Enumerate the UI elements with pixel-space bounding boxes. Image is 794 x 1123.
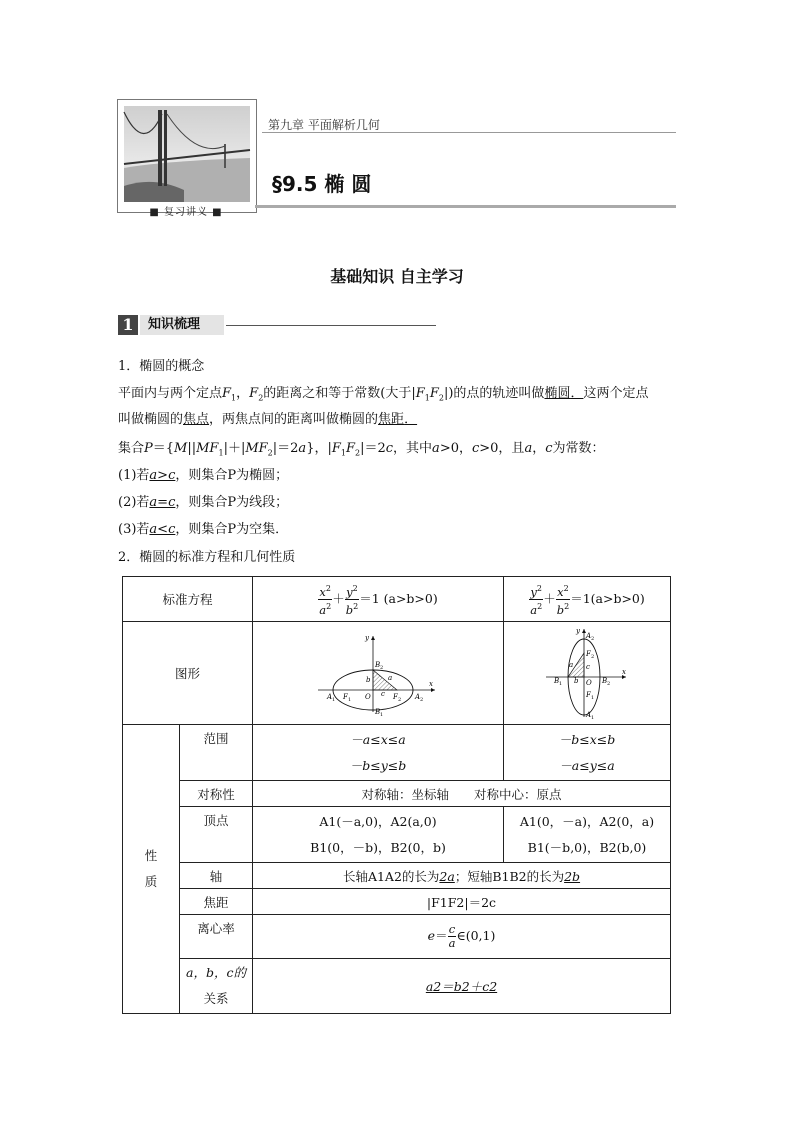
svg-text:c: c [381,690,385,698]
svg-text:A: A [586,632,592,640]
concept-title: 1．椭圆的概念 [118,359,205,374]
table-row-relation [123,959,671,1014]
eccentricity-value: e＝ $\frac{c}{a}$ ∈(0,1) [253,915,671,959]
svg-text:a: a [388,674,393,682]
table-row-focal [123,889,671,915]
svg-text:O: O [365,693,371,701]
case-3: (3)若a<c，则集合P为空集． [118,522,289,537]
properties-group-label: 性 质 [123,725,180,1014]
range-label: 范围 [180,725,253,781]
svg-text:1: 1 [332,697,336,703]
golden-gate-bridge-photo [124,106,250,202]
vertex-horizontal: A1(－a,0)，A2(a,0) B1(0，－b)，B2(0，b) [253,807,504,863]
svg-text:F: F [586,691,591,699]
svg-text:1: 1 [348,697,352,703]
section-badge-label: 知识梳理 [140,315,224,335]
svg-text:b: b [574,677,579,685]
equation-vertical: $\frac{y^2}{a^2}$ ＋ $\frac{x^2}{b^2}$ ＝1(a>b>0) [504,577,671,622]
svg-text:2: 2 [607,681,611,687]
svg-text:x: x [622,668,626,676]
focal-value: |F1F2|＝2c [253,889,671,915]
header-underline [255,205,676,208]
axis-label: 轴 [180,863,253,889]
svg-text:y: y [576,627,580,635]
svg-text:2: 2 [420,697,424,703]
svg-text:b: b [366,676,371,684]
svg-text:2: 2 [591,636,595,642]
svg-text:B: B [375,708,381,716]
figure-horizontal-ellipse [253,622,504,725]
term-focus: 焦点 [183,412,210,427]
range-horizontal: －a≤x≤a －b≤y≤b [253,725,504,781]
vertical-ellipse-diagram [542,627,632,719]
svg-text:y: y [365,634,369,642]
figure-vertical-ellipse [504,622,671,725]
svg-text:B: B [375,661,381,669]
svg-text:A: A [327,693,333,701]
svg-text:F: F [343,693,348,701]
svg-text:2: 2 [591,654,595,660]
table-row-axis [123,863,671,889]
cover-photo-frame [117,99,257,213]
svg-text:c: c [586,663,590,671]
table-row-symmetry [123,781,671,807]
table-row-figure [123,622,671,725]
svg-text:1: 1 [559,681,563,687]
svg-text:2: 2 [380,665,384,671]
symmetry-value: 对称轴：坐标轴 对称中心：原点 [253,781,671,807]
section-badge-rule [226,325,436,326]
table-row-range [123,725,671,781]
term-focal-distance: 焦距 [378,412,405,427]
main-heading: 基础知识 自主学习 [330,267,464,286]
svg-text:1: 1 [591,715,595,721]
svg-text:A: A [586,711,592,719]
svg-text:1: 1 [591,695,595,701]
concept-line-2: 叫做椭圆的焦点，两焦点间的距离叫做椭圆的焦距． [118,412,418,427]
svg-text:F: F [393,693,398,701]
row-label-equation: 标准方程 [123,577,253,622]
svg-text:A: A [415,693,421,701]
row-label-figure: 图形 [123,622,253,725]
svg-text:O: O [586,679,592,687]
case-1: (1)若a>c，则集合P为椭圆； [118,468,289,483]
table-row-vertex [123,807,671,863]
focal-label: 焦距 [180,889,253,915]
svg-text:B: B [554,677,560,685]
table-row-eccentricity [123,915,671,959]
svg-text:F: F [586,650,591,658]
symmetry-label: 对称性 [180,781,253,807]
svg-text:1: 1 [380,712,384,718]
relation-label: a，b，c的 关系 [180,959,253,1014]
ellipse-properties-table [122,576,671,1014]
relation-value: a2＝b2＋c2 [253,959,671,1014]
review-label: ■ 复习讲义 ■ [149,207,223,218]
vertex-label: 顶点 [180,807,253,863]
axis-value: 长轴A1A2的长为2a；短轴B1B2的长为2b [253,863,671,889]
term-ellipse: 椭圆 [544,386,571,401]
eccentricity-label: 离心率 [180,915,253,959]
concept-line-1: 平面内与两个定点$F_1$，$F_2$的距离之和等于常数(大于$|F_1F_2|$)的点的轨迹叫做椭圆．这两个定点 [118,386,649,403]
set-definition-line: 集合$P=\{M||MF_1|+|MF_2|=2a\}$，$|F_1F_2|=2c$，其中a>0，c>0，且a，c为常数： [118,441,605,458]
vertex-vertical: A1(0，－a)，A2(0，a) B1(－b,0)，B2(b,0) [504,807,671,863]
section-badge-number: 1 [118,315,138,335]
chapter-title: 第九章 平面解析几何 [268,118,380,132]
svg-text:B: B [602,677,608,685]
svg-text:x: x [429,680,433,688]
horizontal-ellipse-diagram [313,632,443,718]
svg-text:a: a [569,661,574,669]
standard-title: 2．椭圆的标准方程和几何性质 [118,550,296,565]
header-divider [262,132,676,133]
range-vertical: －b≤x≤b －a≤y≤a [504,725,671,781]
table-row-equation [123,577,671,622]
svg-text:2: 2 [398,697,402,703]
section-title: §9.5 椭 圆 [272,172,372,196]
case-2: (2)若a=c，则集合P为线段； [118,495,289,510]
equation-horizontal: $\frac{x^2}{a^2}$ ＋ $\frac{y^2}{b^2}$ ＝1 (a>b>0) [253,577,504,622]
